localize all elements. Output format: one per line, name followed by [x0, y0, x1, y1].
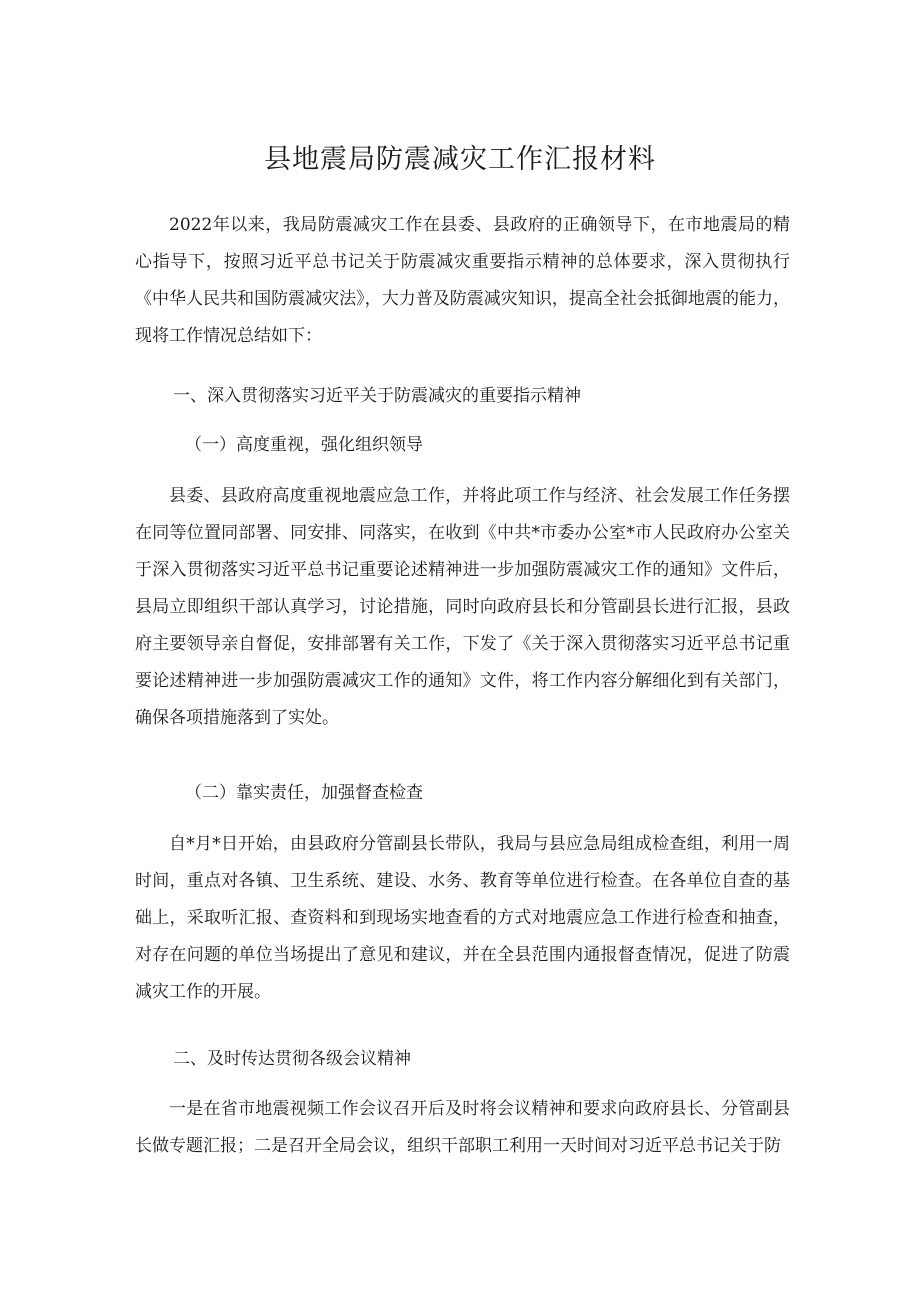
- paragraph-inspection: 自*月*日开始，由县政府分管副县长带队，我局与县应急局组成检查组，利用一周时间，重点对各镇、卫生系统、建设、水务、教育等单位进行检查。在各单位自查的基础上，采取听汇报、查资料和到现场实地查看的方式对地震应急工作进行检查和抽查，对存在问题的单位当场提出了意见和建议，并在全县范围内通报督查情况，促进了防震减灾工作的开展。: [135, 834, 790, 1002]
- paragraph-organization: 县委、县政府高度重视地震应急工作，并将此项工作与经济、社会发展工作任务摆在同等位置同部署、同安排、同落实，在收到《中共*市委办公室*市人民政府办公室关于深入贯彻落实习近平总书记重要论述精神进一步加强防震减灾工作的通知》文件后，县局立即组织干部认真学习，讨论措施，同时向政府县长和分管副县长进行汇报，县政府主要领导亲自督促，安排部署有关工作，下发了《关于深入贯彻落实习近平总书记重要论述精神进一步加强防震减灾工作的通知》文件，将工作内容分解细化到有关部门，确保各项措施落到了实处。: [135, 486, 790, 728]
- section-heading-2: 二、及时传达贯彻各级会议精神: [173, 1049, 411, 1069]
- subsection-heading-1-2: （二）靠实责任，加强督查检查: [185, 783, 423, 803]
- subsection-heading-1-1: （一）高度重视，强化组织领导: [185, 435, 423, 455]
- paragraph-meetings: 一是在省市地震视频工作会议召开后及时将会议精神和要求向政府县长、分管副县长做专题汇报；二是召开全局会议，组织干部职工利用一天时间对习近平总书记关于防: [135, 1099, 790, 1156]
- document-title: 县地震局防震减灾工作汇报材料: [264, 144, 656, 175]
- intro-paragraph: 2022年以来，我局防震减灾工作在县委、县政府的正确领导下，在市地震局的精心指导下，按照习近平总书记关于防震减灾重要指示精神的总体要求，深入贯彻执行《中华人民共和国防震减灾法》，大力普及防震减灾知识，提高全社会抵御地震的能力，现将工作情况总结如下：: [135, 215, 790, 346]
- section-heading-1: 一、深入贯彻落实习近平关于防震减灾的重要指示精神: [173, 386, 581, 406]
